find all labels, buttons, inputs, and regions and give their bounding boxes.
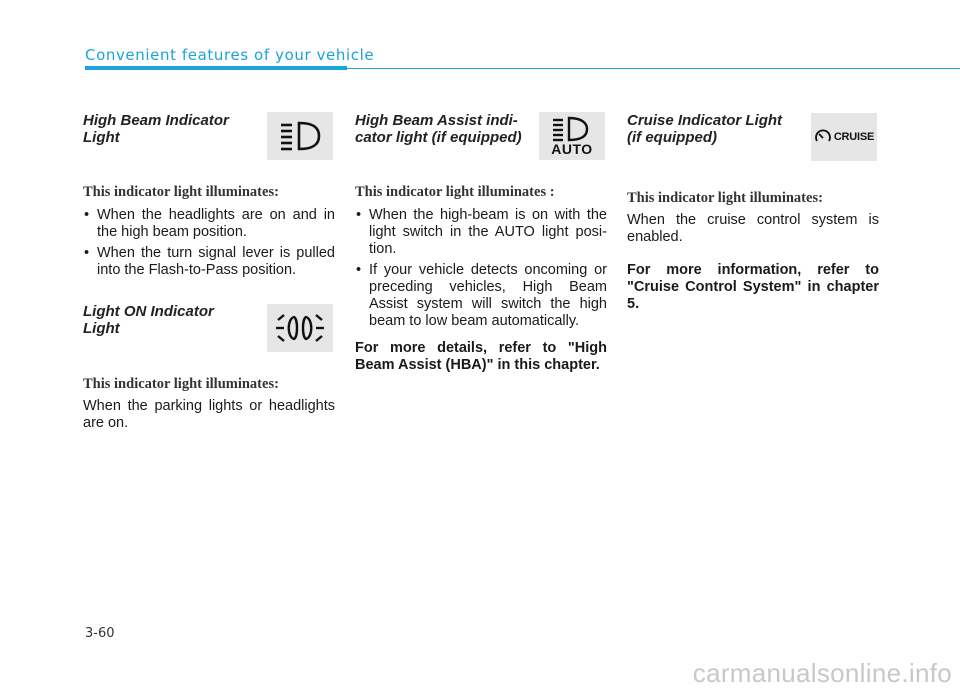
auto-label: AUTO <box>551 141 593 157</box>
high-beam-assist-title <box>355 112 522 146</box>
cruise-label: CRUISE <box>833 131 875 143</box>
title-line-1: Cruise Indicator Light <box>627 112 783 129</box>
illuminates-subheading: This indicator light illuminates: <box>627 190 823 206</box>
section-header-title: Convenient features of your vehicle <box>85 46 375 64</box>
reference-note: For more details, refer to "High Beam Assist (HBA)" in this chapter. <box>355 340 607 373</box>
high-beam-indicator-title <box>83 112 229 146</box>
cruise-icon <box>811 113 877 161</box>
list-item: • If your vehicle detects oncoming or preceding vehicles, High Beam Assist system will switch the high beam to low beam automatically. <box>355 262 607 330</box>
title-line-2: (if equipped) <box>627 129 717 146</box>
high-beam-auto-icon <box>539 112 605 160</box>
paragraph: When the cruise control system is enabled. <box>627 212 879 245</box>
cruise-indicator-title <box>627 112 782 146</box>
title-line-2: cator light (if equipped) <box>355 129 522 146</box>
list-item: • When the headlights are on and in the high beam position. <box>83 207 335 241</box>
paragraph: When the parking lights or headlights are on. <box>83 398 335 431</box>
title-line-2: Light <box>83 129 120 146</box>
list-item: • When the high-beam is on with the light switch in the AUTO light position. <box>355 207 607 258</box>
title-line-1: Light ON Indicator <box>83 303 214 320</box>
title-line-2: Light <box>83 320 120 337</box>
illuminates-subheading: This indicator light illuminates: <box>83 376 279 392</box>
illuminates-subheading: This indicator light illuminates: <box>83 184 279 200</box>
light-on-indicator-title <box>83 303 214 337</box>
watermark: carmanualsonline.info <box>692 658 952 688</box>
high-beam-icon <box>267 112 333 160</box>
title-line-1: High Beam Assist indi- <box>355 112 518 129</box>
illuminates-subheading: This indicator light illuminates : <box>355 184 555 200</box>
page-number: 3-60 <box>85 626 115 641</box>
list-item: • When the turn signal lever is pulled into the Flash-to-Pass position. <box>83 245 335 279</box>
title-line-1: High Beam Indicator <box>83 112 229 129</box>
light-on-icon <box>267 304 333 352</box>
header-rule <box>347 68 960 69</box>
header-accent-bar <box>85 66 347 70</box>
reference-note: For more information, refer to "Cruise Control System" in chapter 5. <box>627 262 879 312</box>
